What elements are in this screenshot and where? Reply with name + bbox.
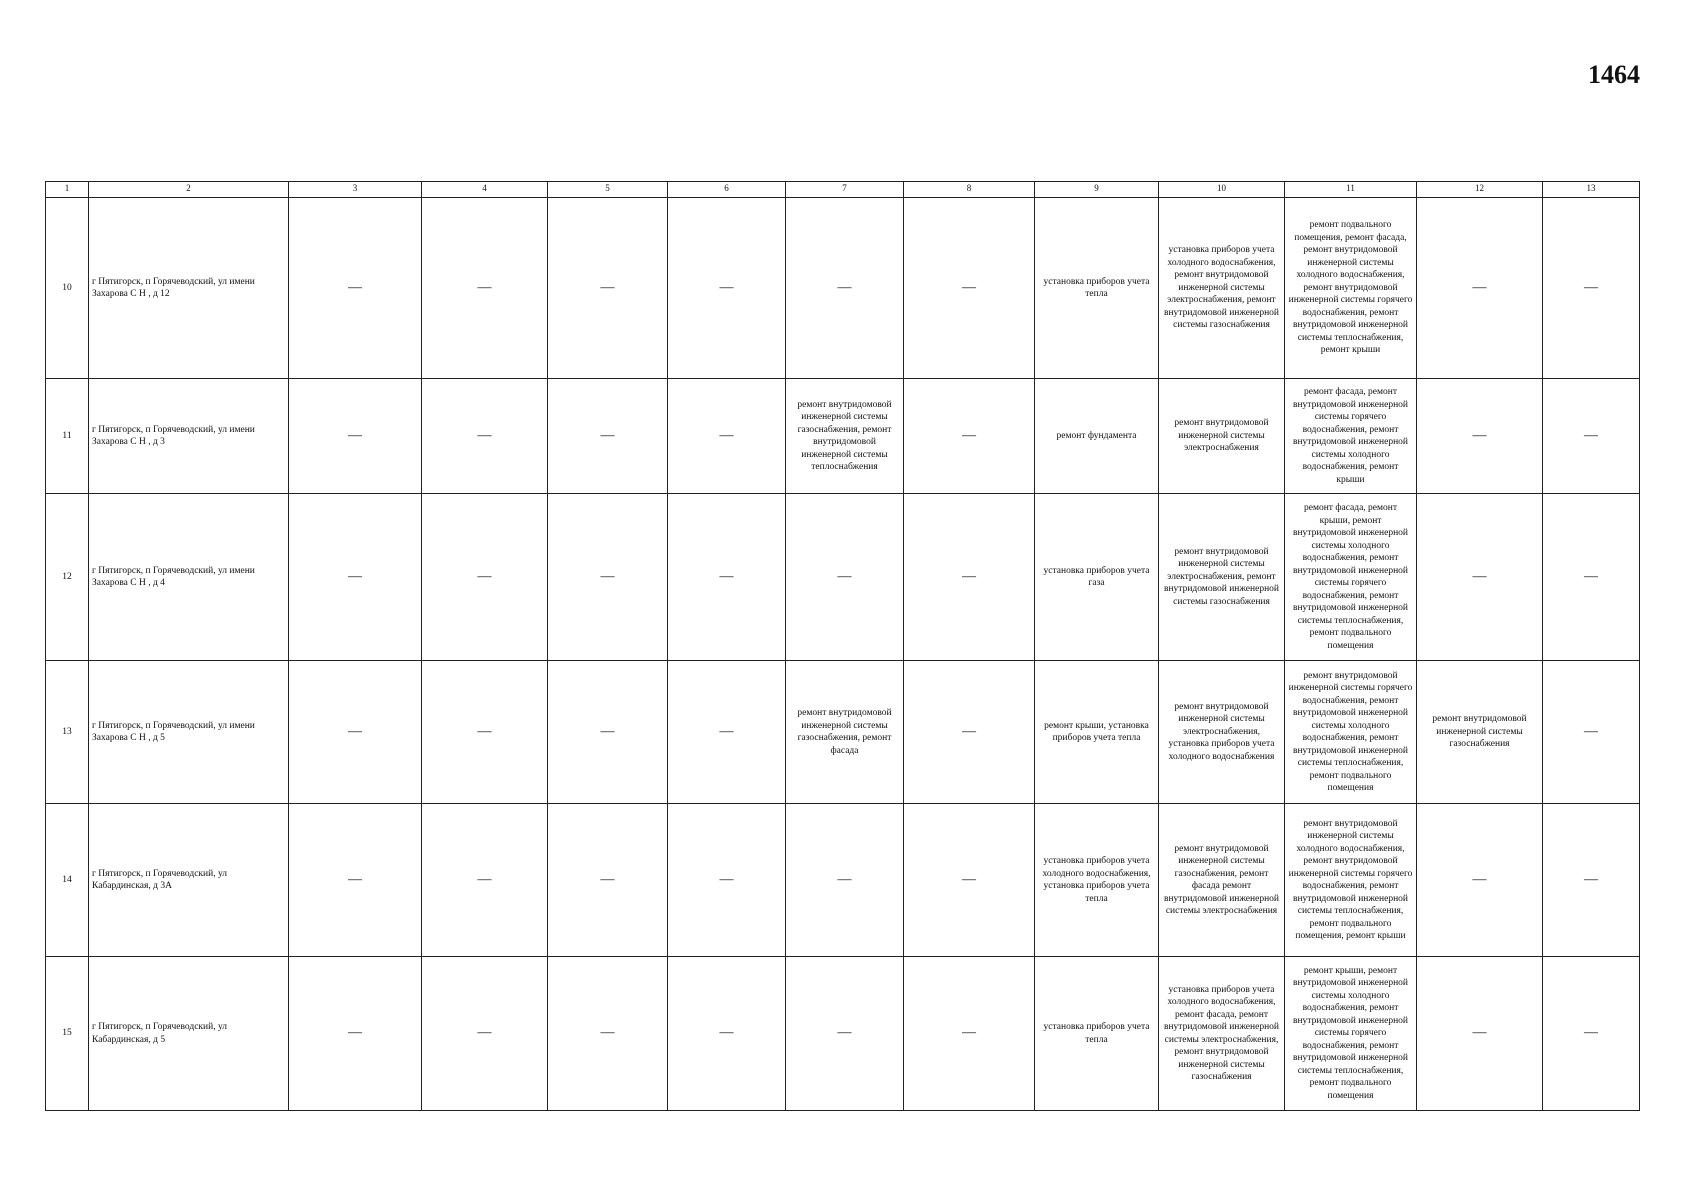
- col-6-cell: —: [668, 379, 786, 494]
- col-9-cell: установка приборов учета тепла: [1035, 957, 1159, 1111]
- col-10-cell: ремонт внутридомовой инженерной системы электроснабжения, ремонт внутридомовой инженерной системы газоснабжения: [1159, 494, 1285, 661]
- col-8-cell: —: [904, 494, 1035, 661]
- column-number-header: 3: [289, 182, 422, 198]
- row-number-cell: 15: [46, 957, 89, 1111]
- col-6-cell: —: [668, 494, 786, 661]
- col-12-cell: —: [1417, 198, 1543, 379]
- col-11-cell: ремонт фасада, ремонт внутридомовой инженерной системы горячего водоснабжения, ремонт внутридомовой инженерной системы холодного водоснабжения, ремонт крыши: [1285, 379, 1417, 494]
- col-7-cell: —: [786, 804, 904, 957]
- column-number-header: 11: [1285, 182, 1417, 198]
- row-number-cell: 11: [46, 379, 89, 494]
- col-3-cell: —: [289, 494, 422, 661]
- table-row: [46, 957, 1640, 1111]
- column-number-header: 8: [904, 182, 1035, 198]
- col-4-cell: —: [422, 494, 548, 661]
- column-number-header: 6: [668, 182, 786, 198]
- col-9-cell: установка приборов учета холодного водоснабжения, установка приборов учета тепла: [1035, 804, 1159, 957]
- col-5-cell: —: [548, 379, 668, 494]
- col-7-cell: ремонт внутридомовой инженерной системы газоснабжения, ремонт внутридомовой инженерной системы теплоснабжения: [786, 379, 904, 494]
- address-cell: г Пятигорск, п Горячеводский, ул Кабардинская, д 3А: [89, 804, 289, 957]
- col-10-cell: установка приборов учета холодного водоснабжения, ремонт фасада, ремонт внутридомовой инженерной системы электроснабжения, ремонт внутридомовой инженерной системы газоснабжения: [1159, 957, 1285, 1111]
- column-number-header: 13: [1543, 182, 1640, 198]
- col-12-cell: —: [1417, 379, 1543, 494]
- col-11-cell: ремонт внутридомовой инженерной системы горячего водоснабжения, ремонт внутридомовой инженерной системы холодного водоснабжения, ремонт внутридомовой инженерной системы теплоснабжения, ремонт подвального помещения: [1285, 661, 1417, 804]
- address-cell: г Пятигорск, п Горячеводский, ул имени Захарова С Н , д 3: [89, 379, 289, 494]
- row-number-cell: 14: [46, 804, 89, 957]
- col-11-cell: ремонт фасада, ремонт крыши, ремонт внутридомовой инженерной системы холодного водоснабжения, ремонт внутридомовой инженерной системы горячего водоснабжения, ремонт внутридомовой инженерной системы теплоснабжения, ремонт подвального помещения: [1285, 494, 1417, 661]
- table-row: [46, 494, 1640, 661]
- col-12-cell: —: [1417, 804, 1543, 957]
- col-11-cell: ремонт внутридомовой инженерной системы холодного водоснабжения, ремонт внутридомовой инженерной системы горячего водоснабжения, ремонт внутридомовой инженерной системы теплоснабжения, ремонт подвального помещения, ремонт крыши: [1285, 804, 1417, 957]
- col-3-cell: —: [289, 198, 422, 379]
- col-10-cell: ремонт внутридомовой инженерной системы электроснабжения, установка приборов учета холодного водоснабжения: [1159, 661, 1285, 804]
- col-11-cell: ремонт крыши, ремонт внутридомовой инженерной системы холодного водоснабжения, ремонт внутридомовой инженерной системы горячего водоснабжения, ремонт внутридомовой инженерной системы теплоснабжения, ремонт подвального помещения: [1285, 957, 1417, 1111]
- col-3-cell: —: [289, 957, 422, 1111]
- column-number-header: 2: [89, 182, 289, 198]
- col-11-cell: ремонт подвального помещения, ремонт фасада, ремонт внутридомовой инженерной системы холодного водоснабжения, ремонт внутридомовой инженерной системы горячего водоснабжения, ремонт внутридомовой инженерной системы теплоснабжения, ремонт крыши: [1285, 198, 1417, 379]
- column-number-header: 12: [1417, 182, 1543, 198]
- page-number: 1464: [1588, 60, 1640, 89]
- col-13-cell: —: [1543, 661, 1640, 804]
- col-13-cell: —: [1543, 494, 1640, 661]
- col-4-cell: —: [422, 661, 548, 804]
- col-13-cell: —: [1543, 804, 1640, 957]
- column-number-header: 9: [1035, 182, 1159, 198]
- column-number-header: 5: [548, 182, 668, 198]
- table-row: [46, 661, 1640, 804]
- row-number-cell: 13: [46, 661, 89, 804]
- row-number-cell: 12: [46, 494, 89, 661]
- repair-schedule-table: [45, 181, 1640, 1111]
- address-cell: г Пятигорск, п Горячеводский, ул имени Захарова С Н , д 12: [89, 198, 289, 379]
- col-3-cell: —: [289, 804, 422, 957]
- col-5-cell: —: [548, 957, 668, 1111]
- col-4-cell: —: [422, 379, 548, 494]
- col-10-cell: установка приборов учета холодного водоснабжения, ремонт внутридомовой инженерной системы электроснабжения, ремонт внутридомовой инженерной системы газоснабжения: [1159, 198, 1285, 379]
- col-7-cell: —: [786, 198, 904, 379]
- column-number-header: 4: [422, 182, 548, 198]
- col-3-cell: —: [289, 661, 422, 804]
- table-row: [46, 379, 1640, 494]
- col-7-cell: —: [786, 494, 904, 661]
- address-cell: г Пятигорск, п Горячеводский, ул имени Захарова С Н , д 4: [89, 494, 289, 661]
- column-number-header: 7: [786, 182, 904, 198]
- col-4-cell: —: [422, 804, 548, 957]
- col-6-cell: —: [668, 661, 786, 804]
- table-row: [46, 804, 1640, 957]
- col-8-cell: —: [904, 379, 1035, 494]
- col-8-cell: —: [904, 198, 1035, 379]
- col-6-cell: —: [668, 198, 786, 379]
- col-5-cell: —: [548, 804, 668, 957]
- col-6-cell: —: [668, 804, 786, 957]
- col-6-cell: —: [668, 957, 786, 1111]
- col-5-cell: —: [548, 198, 668, 379]
- col-13-cell: —: [1543, 957, 1640, 1111]
- col-8-cell: —: [904, 804, 1035, 957]
- row-number-cell: 10: [46, 198, 89, 379]
- col-9-cell: ремонт фундамента: [1035, 379, 1159, 494]
- col-7-cell: —: [786, 957, 904, 1111]
- col-10-cell: ремонт внутридомовой инженерной системы электроснабжения: [1159, 379, 1285, 494]
- col-9-cell: установка приборов учета газа: [1035, 494, 1159, 661]
- header-row: [46, 182, 1640, 198]
- col-7-cell: ремонт внутридомовой инженерной системы газоснабжения, ремонт фасада: [786, 661, 904, 804]
- column-number-header: 1: [46, 182, 89, 198]
- col-8-cell: —: [904, 957, 1035, 1111]
- col-9-cell: установка приборов учета тепла: [1035, 198, 1159, 379]
- col-12-cell: —: [1417, 494, 1543, 661]
- col-10-cell: ремонт внутридомовой инженерной системы газоснабжения, ремонт фасада ремонт внутридомовой инженерной системы электроснабжения: [1159, 804, 1285, 957]
- col-5-cell: —: [548, 494, 668, 661]
- col-5-cell: —: [548, 661, 668, 804]
- address-cell: г Пятигорск, п Горячеводский, ул Кабардинская, д 5: [89, 957, 289, 1111]
- col-3-cell: —: [289, 379, 422, 494]
- col-13-cell: —: [1543, 379, 1640, 494]
- table-row: [46, 198, 1640, 379]
- col-4-cell: —: [422, 198, 548, 379]
- col-9-cell: ремонт крыши, установка приборов учета тепла: [1035, 661, 1159, 804]
- col-13-cell: —: [1543, 198, 1640, 379]
- address-cell: г Пятигорск, п Горячеводский, ул имени Захарова С Н , д 5: [89, 661, 289, 804]
- col-4-cell: —: [422, 957, 548, 1111]
- col-8-cell: —: [904, 661, 1035, 804]
- column-number-header: 10: [1159, 182, 1285, 198]
- col-12-cell: —: [1417, 957, 1543, 1111]
- col-12-cell: ремонт внутридомовой инженерной системы газоснабжения: [1417, 661, 1543, 804]
